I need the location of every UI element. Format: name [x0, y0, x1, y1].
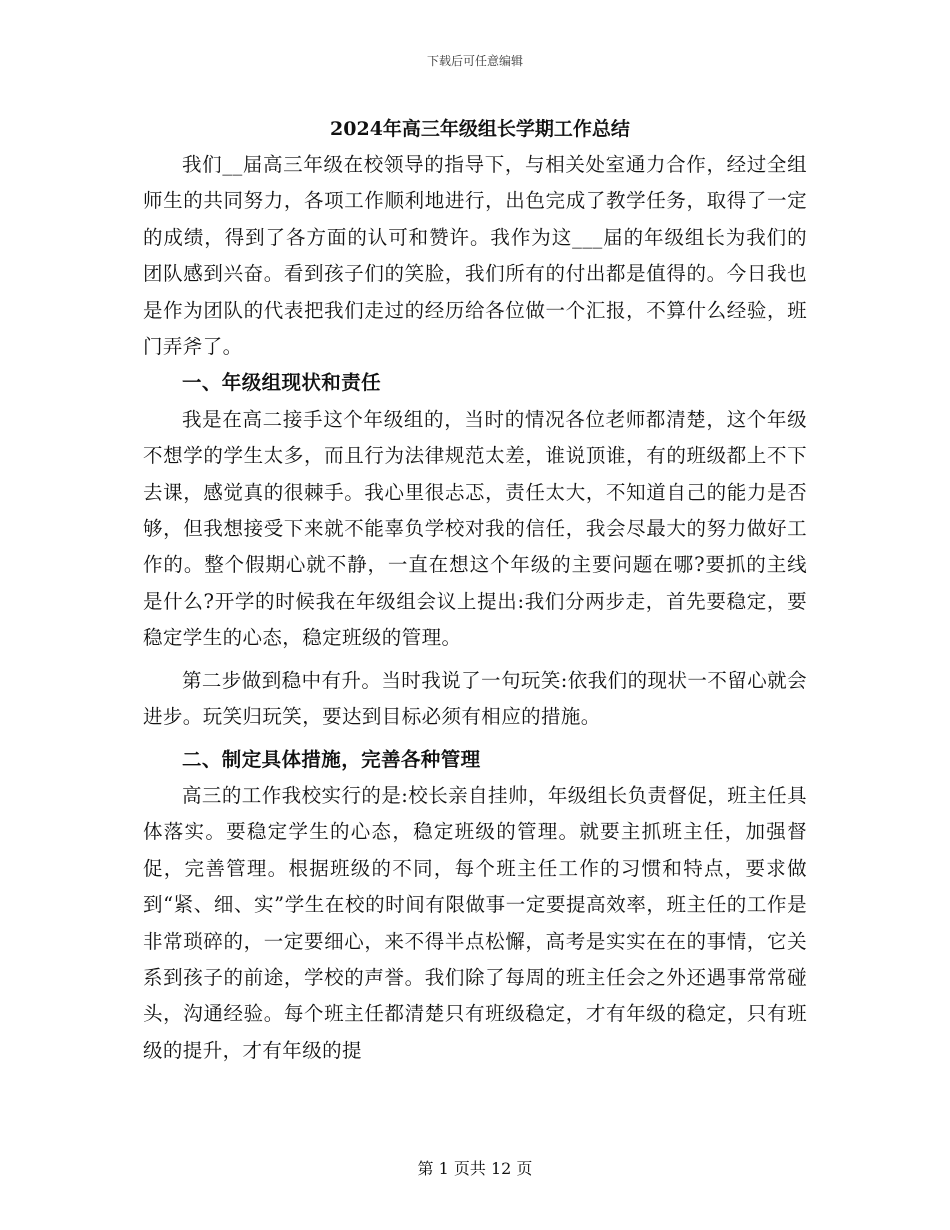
- intro-paragraph: 我们__届高三年级在校领导的指导下，与相关处室通力合作，经过全组师生的共同努力，各项工作顺利地进行，出色完成了教学任务，取得了一定的成绩，得到了各方面的认可和赞许。我作为这___届的年级组长为我们的团队感到兴奋。看到孩子们的笑脸，我们所有的付出都是值得的。今日我也是作为团队的代表把我们走过的经历给各位做一个汇报，不算什么经验，班门弄斧了。: [143, 153, 807, 359]
- page-number: 第 1 页共 12 页: [417, 1159, 533, 1178]
- download-note: 下载后可任意编辑: [426, 54, 523, 68]
- section-1-paragraph-2: 第二步做到稳中有升。当时我说了一句玩笑:依我们的现状一不留心就会进步。玩笑归玩笑，要达到目标必须有相应的措施。: [143, 668, 807, 729]
- section-2-heading: 二、制定具体措施，完善各种管理: [182, 747, 481, 771]
- section-2-paragraph-1: 高三的工作我校实行的是:校长亲自挂帅，年级组长负责督促，班主任具体落实。要稳定学生的心态，稳定班级的管理。就要主抓班主任，加强督促，完善管理。根据班级的不同，每个班主任工作的习惯和特点，要求做到“紧、细、实”学生在校的时间有限做事一定要提高效率，班主任的工作是非常琐碎的，一定要细心，来不得半点松懈，高考是实实在在的事情，它关系到孩子的前途，学校的声誉。我们除了每周的班主任会之外还遇事常常碰头，沟通经验。每个班主任都清楚只有班级稳定，才有年级的稳定，只有班级的提升，才有年级的提: [143, 783, 807, 1062]
- section-1-paragraph-1: 我是在高二接手这个年级组的，当时的情况各位老师都清楚，这个年级不想学的学生太多，而且行为法律规范太差，谁说顶谁，有的班级都上不下去课，感觉真的很棘手。我心里很忐忑，责任太大，不知道自己的能力是否够，但我想接受下来就不能辜负学校对我的信任，我会尽最大的努力做好工作的。整个假期心就不静，一直在想这个年级的主要问题在哪?要抓的主线是什么?开学的时候我在年级组会议上提出:我们分两步走，首先要稳定，要稳定学生的心态，稳定班级的管理。: [143, 407, 807, 650]
- section-1-heading: 一、年级组现状和责任: [182, 371, 382, 395]
- document-title: 2024年高三年级组长学期工作总结: [330, 118, 630, 140]
- document-body: [143, 111, 807, 1069]
